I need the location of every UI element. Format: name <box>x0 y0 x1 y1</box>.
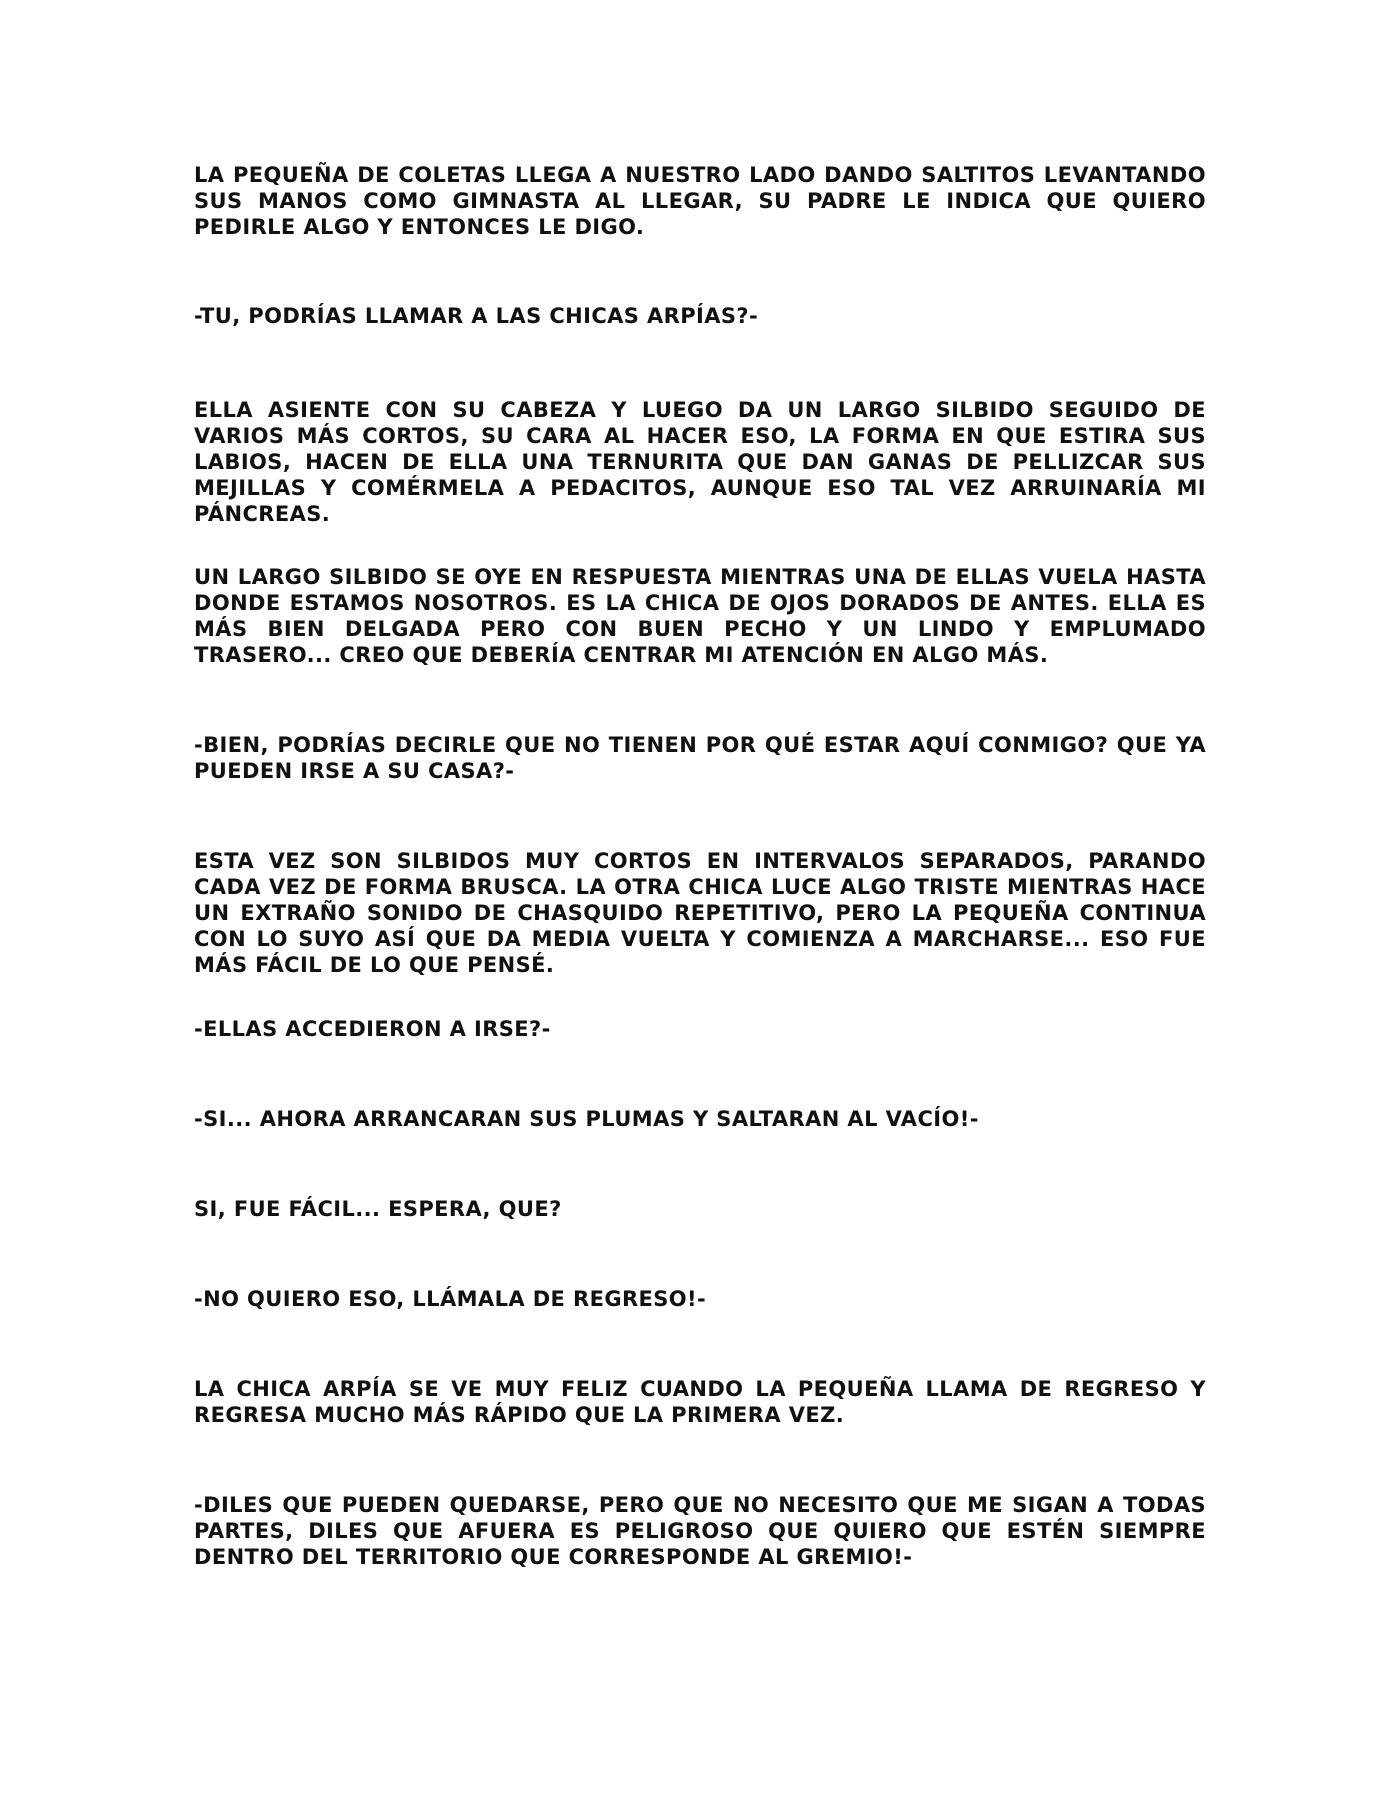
paragraph-12: -DILES QUE PUEDEN QUEDARSE, PERO QUE NO NECESITO QUE ME SIGAN A TODAS PARTES, DILES QUE AFUERA ES PELIGROSO QUE QUIERO QUE ESTÉN SIEMPRE DENTRO DEL TERRITORIO QUE CORRESPONDE AL GREMIO!- <box>194 1493 1206 1569</box>
paragraph-6: ESTA VEZ SON SILBIDOS MUY CORTOS EN INTERVALOS SEPARADOS, PARANDO CADA VEZ DE FORMA BRUSCA. LA OTRA CHICA LUCE ALGO TRISTE MIENTRAS HACE UN EXTRAÑO SONIDO DE CHASQUIDO REPETITIVO, PERO LA PEQUEÑA CONTINUA CON LO SUYO ASÍ QUE DA MEDIA VUELTA Y COMIENZA A MARCHARSE... ESO FUE MÁS FÁCIL DE LO QUE PENSÉ. <box>194 849 1206 977</box>
paragraph-4: UN LARGO SILBIDO SE OYE EN RESPUESTA MIENTRAS UNA DE ELLAS VUELA HASTA DONDE ESTAMOS NOSOTROS. ES LA CHICA DE OJOS DORADOS DE ANTES. ELLA ES MÁS BIEN DELGADA PERO CON BUEN PECHO Y UN LINDO Y EMPLUMADO TRASERO... CREO QUE DEBERÍA CENTRAR MI ATENCIÓN EN ALGO MÁS. <box>194 565 1206 667</box>
paragraph-8: -SI... AHORA ARRANCARAN SUS PLUMAS Y SALTARAN AL VACÍO!- <box>194 1107 979 1131</box>
paragraph-1: LA PEQUEÑA DE COLETAS LLEGA A NUESTRO LADO DANDO SALTITOS LEVANTANDO SUS MANOS COMO GIMNASTA AL LLEGAR, SU PADRE LE INDICA QUE QUIERO PEDIRLE ALGO Y ENTONCES LE DIGO. <box>194 163 1206 239</box>
paragraph-7: -ELLAS ACCEDIERON A IRSE?- <box>194 1017 551 1041</box>
paragraph-2: -TU, PODRÍAS LLAMAR A LAS CHICAS ARPÍAS?- <box>194 304 759 328</box>
paragraph-10: -NO QUIERO ESO, LLÁMALA DE REGRESO!- <box>194 1287 707 1311</box>
paragraph-5: -BIEN, PODRÍAS DECIRLE QUE NO TIENEN POR QUÉ ESTAR AQUÍ CONMIGO? QUE YA PUEDEN IRSE A SU CASA?- <box>194 733 1206 783</box>
paragraph-9: SI, FUE FÁCIL... ESPERA, QUE? <box>194 1197 562 1221</box>
paragraph-3: ELLA ASIENTE CON SU CABEZA Y LUEGO DA UN LARGO SILBIDO SEGUIDO DE VARIOS MÁS CORTOS, SU CARA AL HACER ESO, LA FORMA EN QUE ESTIRA SUS LABIOS, HACEN DE ELLA UNA TERNURITA QUE DAN GANAS DE PELLIZCAR SUS MEJILLAS Y COMÉRMELA A PEDACITOS, AUNQUE ESO TAL VEZ ARRUINARÍA MI PÁNCREAS. <box>194 398 1206 526</box>
paragraph-11: LA CHICA ARPÍA SE VE MUY FELIZ CUANDO LA PEQUEÑA LLAMA DE REGRESO Y REGRESA MUCHO MÁS RÁPIDO QUE LA PRIMERA VEZ. <box>194 1377 1206 1427</box>
